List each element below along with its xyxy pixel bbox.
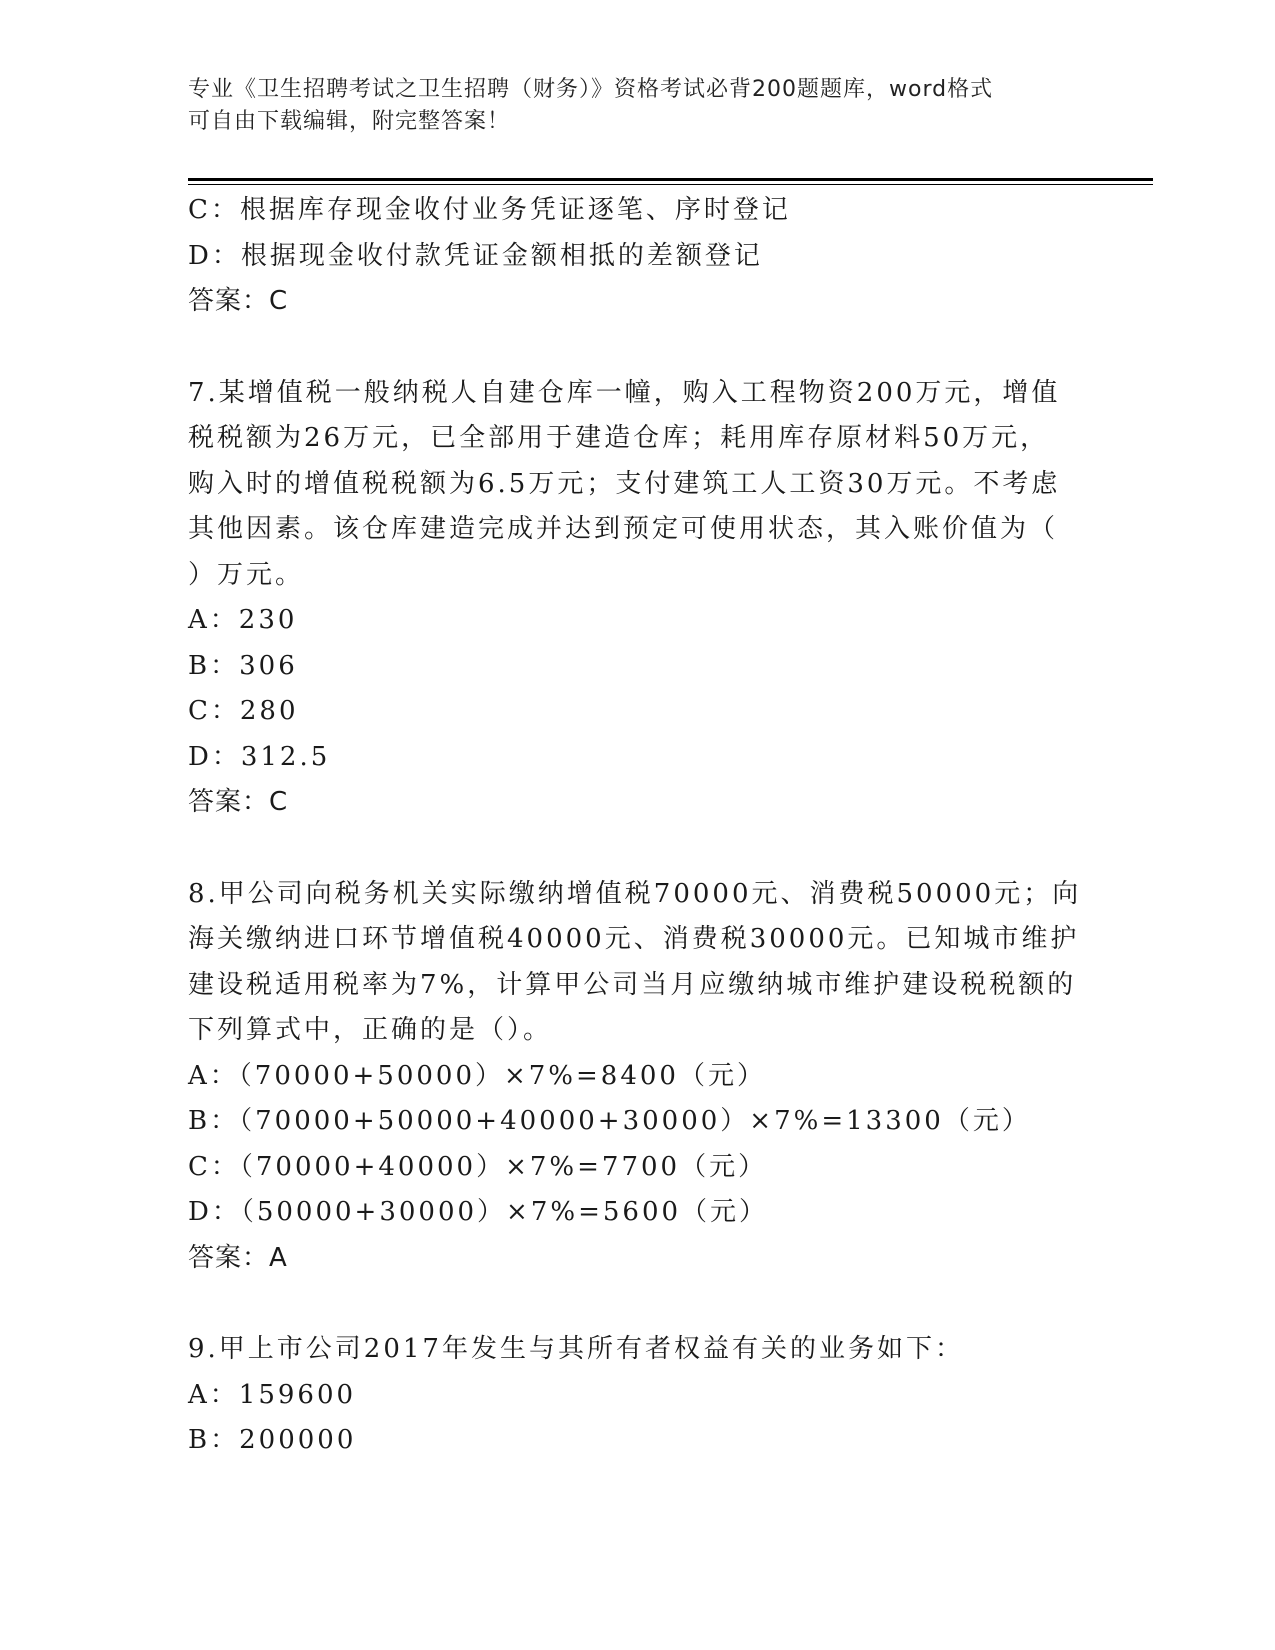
question-line: 购入时的增值税税额为6.5万元；支付建筑工人工资30万元。不考虑 [188, 468, 1061, 499]
option-b: B：（70000+50000+40000+30000）×7%=13300（元） [188, 1106, 1031, 1136]
document-header [188, 74, 1088, 138]
header-divider-thick [188, 178, 1153, 181]
option-b: B：200000 [188, 1425, 357, 1455]
header-line-1: 专业《卫生招聘考试之卫生招聘（财务）》资格考试必背200题题库，word格式 [188, 77, 994, 102]
answer-label: 答案：C [188, 787, 289, 817]
option-b: B：306 [188, 650, 298, 681]
option-d: D：（50000+30000）×7%=5600（元） [188, 1197, 769, 1227]
question-line: 税税额为26万元，已全部用于建造仓库；耗用库存原材料50万元， [188, 423, 1050, 453]
question-9 [188, 1327, 1088, 1464]
option-a: A：159600 [188, 1379, 357, 1410]
question-text [188, 371, 1088, 599]
option-c: C：（70000+40000）×7%=7700（元） [188, 1151, 768, 1182]
question-text [188, 872, 1088, 1054]
question-7 [188, 371, 1088, 826]
option-c: C：根据库存现金收付业务凭证逐笔、序时登记 [188, 195, 791, 225]
header-divider-thin [188, 184, 1153, 185]
question-line: 建设税适用税率为7%，计算甲公司当月应缴纳城市维护建设税税额的 [188, 969, 1077, 1000]
answer-label: 答案：C [188, 286, 289, 316]
question-line: 海关缴纳进口环节增值税40000元、消费税30000元。已知城市维护 [188, 924, 1080, 954]
question-line: 其他因素。该仓库建造完成并达到预定可使用状态，其入账价值为（ [188, 514, 1059, 544]
header-line-2: 可自由下载编辑，附完整答案！ [188, 109, 511, 134]
option-d: D：根据现金收付款凭证金额相抵的差额登记 [188, 240, 763, 271]
question-text [188, 1327, 1088, 1373]
option-d: D：312.5 [188, 741, 331, 772]
document-body [188, 188, 1088, 1464]
question-line: 下列算式中，正确的是（）。 [188, 1015, 553, 1045]
question-line: 8.甲公司向税务机关实际缴纳增值税70000元、消费税50000元；向 [188, 878, 1082, 909]
question-line: ）万元。 [188, 559, 305, 590]
question-line: 7.某增值税一般纳税人自建仓库一幢，购入工程物资200万元，增值 [188, 377, 1061, 408]
question-line: 9.甲上市公司2017年发生与其所有者权益有关的业务如下： [188, 1334, 964, 1364]
question-8 [188, 872, 1088, 1282]
option-a: A：230 [188, 605, 298, 635]
answer-label: 答案：A [188, 1242, 288, 1273]
option-c: C：280 [188, 696, 299, 726]
option-a: A：（70000+50000）×7%=8400（元） [188, 1060, 766, 1091]
question-6 [188, 188, 1088, 325]
